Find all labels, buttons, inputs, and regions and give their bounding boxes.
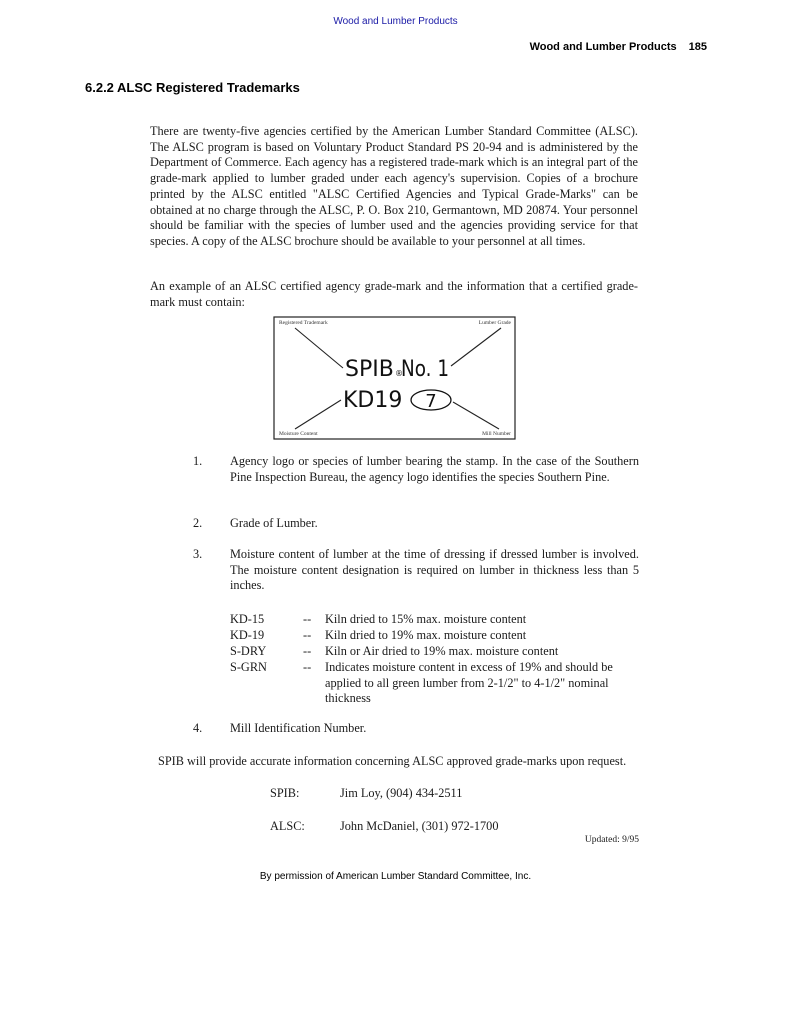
contact-org: SPIB: (270, 786, 300, 800)
contact-org: ALSC: (270, 819, 305, 833)
page-number: 185 (688, 41, 707, 53)
list-number: 2. (193, 516, 203, 530)
stamp-logo: SPIB (345, 357, 394, 382)
list-item (0, 454, 791, 504)
label-moisture-content: Moisture Content (279, 431, 318, 437)
intro-paragraph: There are twenty-five agencies certified by the American Lumber Standard Committee (ALSC). The ALSC program is based on Voluntary Product Standard PS 20-94 and is administered by the Department of Commerce. Each agency has a registered trade-mark which is an integral part of the grade-mark applied to lumber graded under each agency's supervision. Copies of a brochure printed by the ALSC entitled "ALSC Certified Agencies and Typical Grade-Marks" can be obtained at no charge through the ALSC, P. O. Box 210, Germantown, MD 20874. Your personnel should be familiar with the species of lumber used and the agencies providing service for that species. A copy of the ALSC brochure should be available to your personnel at all times. (150, 124, 638, 248)
contact-person: Jim Loy, (904) 434-2511 (340, 786, 463, 800)
list-number: 1. (193, 454, 203, 468)
moisture-code: KD-15 (230, 612, 265, 626)
moisture-description: Kiln dried to 19% max. moisture content (325, 628, 527, 642)
contact-paragraph: SPIB will provide accurate information concerning ALSC approved grade-marks upon request. (158, 754, 627, 768)
moisture-code: S-GRN (230, 660, 267, 674)
running-header (530, 41, 707, 53)
moisture-description: Kiln dried to 15% max. moisture content (325, 612, 527, 626)
moisture-code: S-DRY (230, 644, 267, 658)
label-registered-trademark: Registered Trademark (279, 320, 328, 326)
list-text: Grade of Lumber. (230, 516, 318, 530)
moisture-code: KD-19 (230, 628, 265, 642)
moisture-dash: -- (303, 628, 312, 642)
updated-date: Updated: 9/95 (584, 835, 639, 845)
list-text: Mill Identification Number. (230, 721, 367, 735)
moisture-description: Kiln or Air dried to 19% max. moisture content (325, 644, 559, 658)
running-title: Wood and Lumber Products (529, 41, 677, 53)
stamp-border (274, 317, 515, 439)
list-item (0, 721, 791, 739)
label-lumber-grade: Lumber Grade (478, 320, 511, 326)
grade-mark-stamp-figure (273, 316, 516, 440)
top-link[interactable]: Wood and Lumber Products (333, 16, 458, 27)
label-mill-number: Mill Number (482, 431, 511, 437)
moisture-code-table (0, 612, 791, 717)
moisture-dash: -- (303, 644, 312, 658)
permission-footer: By permission of American Lumber Standard Committee, Inc. (259, 871, 532, 882)
stamp-moisture: KD19 (343, 388, 403, 413)
moisture-dash: -- (303, 660, 312, 674)
list-number: 3. (193, 547, 203, 561)
list-text: Moisture content of lumber at the time of dressing if dressed lumber is involved. The moisture content designation is required on lumber in thickness less than 5 inches. (230, 547, 639, 593)
grade-mark-intro-paragraph: An example of an ALSC certified agency grade-mark and the information that a certified grade-mark must contain: (150, 279, 638, 309)
stamp-registered-mark: ® (395, 369, 403, 378)
list-text: Agency logo or species of lumber bearing the stamp. In the case of the Southern Pine Inspection Bureau, the agency logo identifies the species Southern Pine. (230, 454, 639, 484)
moisture-dash: -- (303, 612, 312, 626)
moisture-description: Indicates moisture content in excess of 19% and should be applied to all green lumber from 2-1/2" to 4-1/2" nominal thickness (325, 660, 613, 706)
list-item (0, 516, 791, 534)
list-number: 4. (193, 721, 203, 735)
list-item (0, 547, 791, 597)
stamp-mill-number: 7 (425, 391, 437, 412)
contact-person: John McDaniel, (301) 972-1700 (340, 819, 499, 833)
stamp-grade: No. 1 (401, 357, 449, 382)
section-title: 6.2.2 ALSC Registered Trademarks (85, 80, 300, 95)
